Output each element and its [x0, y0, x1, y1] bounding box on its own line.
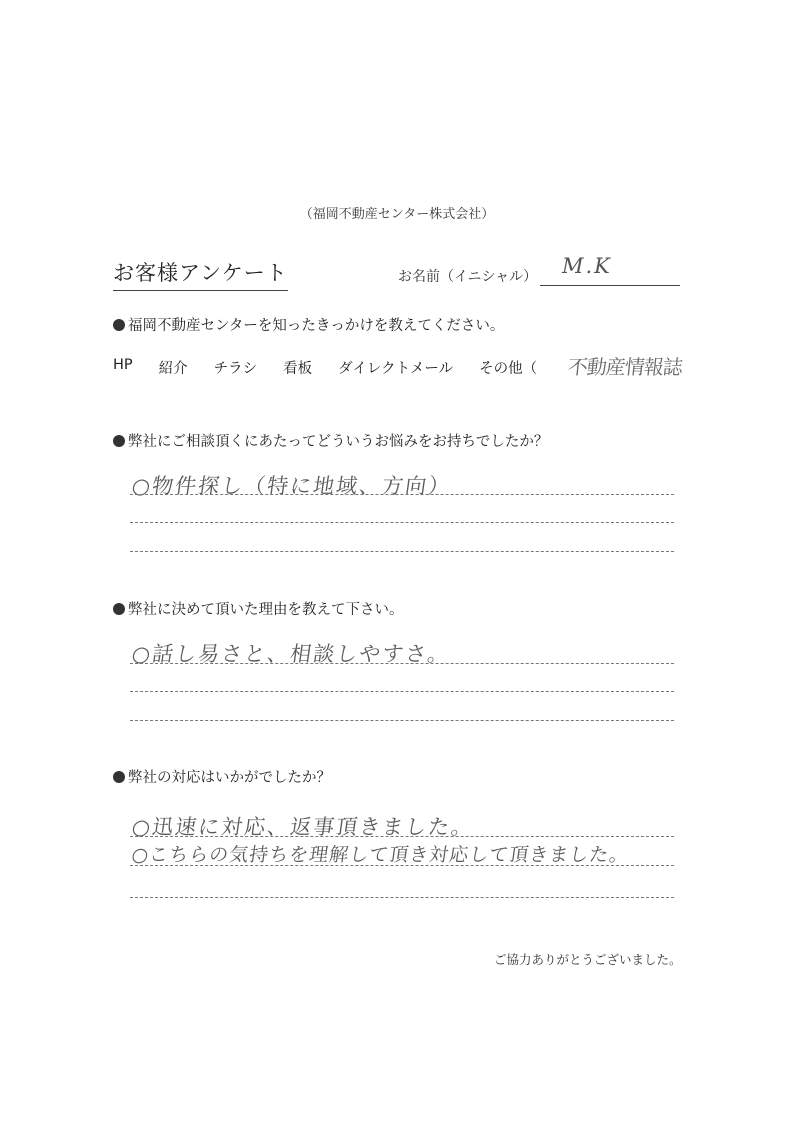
- other-handwritten: 不動産情報誌: [566, 355, 684, 379]
- answer-4-line-2: ○こちらの気持ちを理解して頂き対応して頂きました。: [130, 844, 631, 866]
- thanks-message: ご協力ありがとうございました。: [494, 952, 682, 967]
- bullet-icon: [113, 603, 125, 615]
- option-flyer: チラシ: [213, 361, 258, 377]
- option-hp: HP: [113, 357, 133, 373]
- question-2: [113, 430, 548, 451]
- answer-line: [130, 865, 674, 866]
- question-2-text: 弊社にご相談頂くにあたってどういうお悩みをお持ちでしたか？: [128, 434, 549, 450]
- answer-line: [130, 551, 674, 552]
- answer-line: [130, 522, 674, 523]
- answer-line: [130, 663, 674, 664]
- bullet-icon: [113, 771, 125, 783]
- name-handwritten: M.K: [562, 254, 612, 278]
- answer-line: [130, 720, 674, 721]
- company-name: （福岡不動産センター株式会社）: [299, 207, 495, 222]
- option-direct-mail: ダイレクトメール: [338, 361, 454, 377]
- option-referral: 紹介: [158, 361, 188, 377]
- question-4: [113, 766, 331, 787]
- source-options: [113, 357, 537, 378]
- bullet-icon: [113, 319, 125, 331]
- question-3: [113, 598, 404, 619]
- answer-line: [130, 897, 674, 898]
- answer-line: [130, 494, 674, 495]
- answer-2-line-1: ○物件探し（特に地域、方向）: [130, 474, 453, 498]
- question-1: [113, 314, 504, 335]
- answer-4-line-1: ○迅速に対応、返事頂きました。: [130, 815, 476, 839]
- answer-line: [130, 691, 674, 692]
- survey-title: お客様アンケート: [113, 257, 288, 291]
- question-4-text: 弊社の対応はいかがでしたか？: [128, 770, 331, 786]
- option-other: その他（: [479, 361, 538, 377]
- answer-line: [130, 836, 674, 837]
- answer-3-line-1: ○話し易さと、相談しやすさ。: [130, 642, 453, 666]
- name-underline: [540, 285, 680, 286]
- question-3-text: 弊社に決めて頂いた理由を教えて下さい。: [128, 602, 404, 618]
- option-signboard: 看板: [283, 361, 313, 377]
- name-label: お名前（イニシャル）: [398, 269, 538, 285]
- question-1-text: 福岡不動産センターを知ったきっかけを教えてください。: [128, 318, 505, 334]
- bullet-icon: [113, 435, 125, 447]
